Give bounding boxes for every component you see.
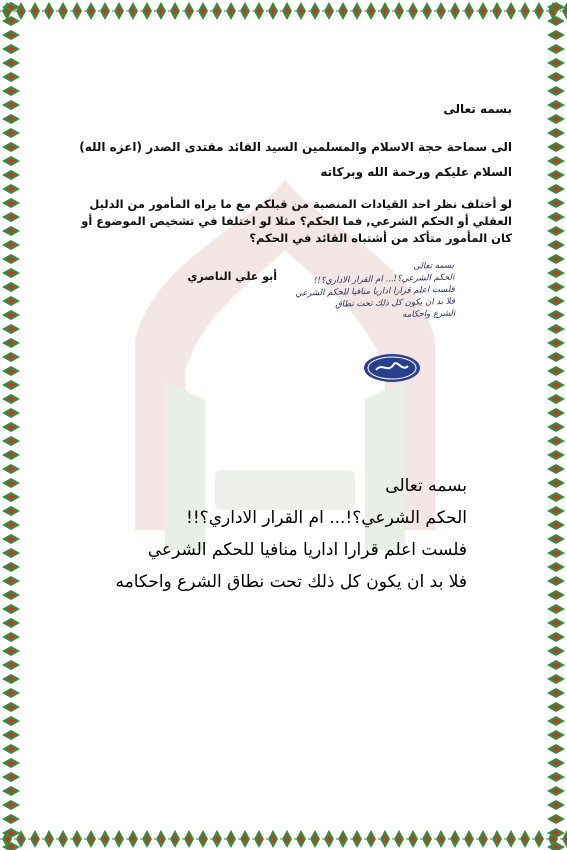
typed-reply-line4: فلا بد ان يكون كل ذلك تحت نطاق الشرع واحكامه: [115, 572, 467, 592]
handwritten-reply: [269, 260, 456, 345]
typed-reply-line1: بسمه تعالى: [385, 476, 467, 496]
handwritten-line: بسمه تعالى: [413, 260, 455, 272]
letter-addressee: الى سماحة حجة الاسلام والمسلمين السيد القائد مقتدى الصدر (اعزه الله): [79, 140, 512, 154]
letter-greeting: السلام عليكم ورحمة الله وبركاته: [320, 165, 512, 179]
letter-body: لو أختلف نظر احد القيادات المنصبة من قبلكم مع ما يراه المأمور من الدليل العقلي أو الحكم الشرعي, فما الحكم؟ مثلا لو اختلفا في تشخيص الموضوع أو كان المأمور متأكد من أشتباه القائد في الحكم؟: [81, 197, 512, 245]
border-top: [0, 0, 567, 22]
letter-signature: أبو علي الناصري: [187, 270, 277, 283]
letter-basmala: بسمه تعالى: [443, 102, 512, 116]
border-left: [0, 0, 22, 850]
handwritten-line: الحكم الشرعي؟!... ام القرار الاداري؟!!: [313, 272, 455, 287]
handwritten-line: الشرع واحكامه: [402, 308, 456, 320]
handwritten-line: فلست اعلم قرارا اداريا منافيا للحكم الشرعي: [295, 284, 455, 299]
typed-reply-line3: فلست اعلم قرارا اداريا منافيا للحكم الشرعي: [147, 540, 467, 560]
border-bottom: [0, 828, 567, 850]
border-right: [545, 0, 567, 850]
seal-stamp-icon: [362, 352, 422, 384]
handwritten-line: فلا بد ان يكون كل ذلك تحت نطاق: [335, 296, 456, 310]
typed-reply-line2: الحكم الشرعي؟!... ام القرار الاداري؟!!: [186, 508, 467, 528]
